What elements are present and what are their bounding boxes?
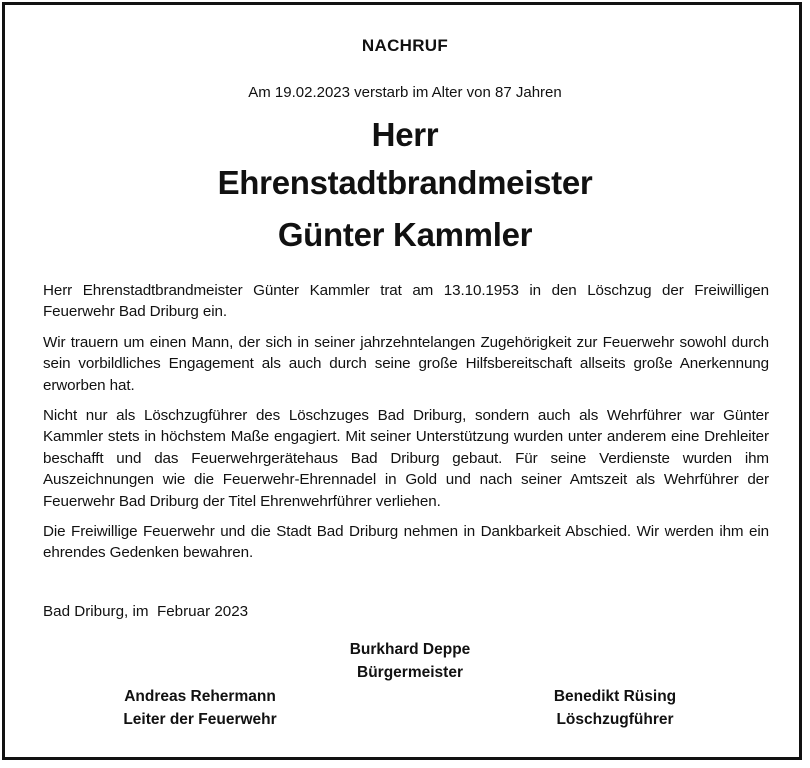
signature-mayor <box>305 638 515 684</box>
signatory-role: Löschzugführer <box>556 711 674 728</box>
death-notice-line: Am 19.02.2023 verstarb im Alter von 87 Jahren <box>248 84 562 101</box>
name-honorary-title: Ehrenstadtbrandmeister <box>217 164 593 201</box>
signature-unit-leader <box>510 685 720 731</box>
body-paragraph: Herr Ehrenstadtbrandmeister Günter Kammler trat am 13.10.1953 in den Löschzug der Freiwilligen Feuerwehr Bad Driburg ein. <box>43 282 769 321</box>
signatory-name: Benedikt Rüsing <box>553 688 677 705</box>
place-and-date: Bad Driburg, im Februar 2023 <box>43 603 249 620</box>
signatory-role: Bürgermeister <box>357 664 463 681</box>
obituary-title: NACHRUF <box>361 36 449 55</box>
body-paragraph: Die Freiwillige Feuerwehr und die Stadt Bad Driburg nehmen in Dankbarkeit Abschied. Wir werden ihm ein ehrendes Gedenken bewahren. <box>43 523 769 562</box>
signatory-role: Leiter der Feuerwehr <box>123 711 277 728</box>
signatory-name: Andreas Rehermann <box>124 688 276 705</box>
signatory-name: Burkhard Deppe <box>349 641 471 658</box>
name-salutation: Herr <box>371 116 439 153</box>
body-paragraph: Wir trauern um einen Mann, der sich in seiner jahrzehntelangen Zugehörigkeit zur Feuerwehr sowohl durch sein vorbildliches Engagement als auch durch seine große Hilfsbereitschaft allseits große Anerkennung erworben hat. <box>43 333 769 394</box>
body-paragraph: Nicht nur als Löschzugführer des Löschzuges Bad Driburg, sondern auch als Wehrführer war Günter Kammler stets in höchstem Maße engagiert. Mit seiner Unterstützung wurden unter anderem eine Drehleiter beschafft und das Feuerwehrgerätehaus Bad Driburg gebaut. Für seine Verdienste wurden ihm Auszeichnungen wie die Feuerwehr-Ehrennadel in Gold und nach seiner Amtszeit als Wehrführer der Feuerwehr Bad Driburg der Titel Ehrenwehrführer verliehen. <box>43 407 769 510</box>
deceased-name: Günter Kammler <box>277 216 533 253</box>
obituary-body <box>43 280 769 573</box>
signature-fire-chief <box>95 685 305 731</box>
